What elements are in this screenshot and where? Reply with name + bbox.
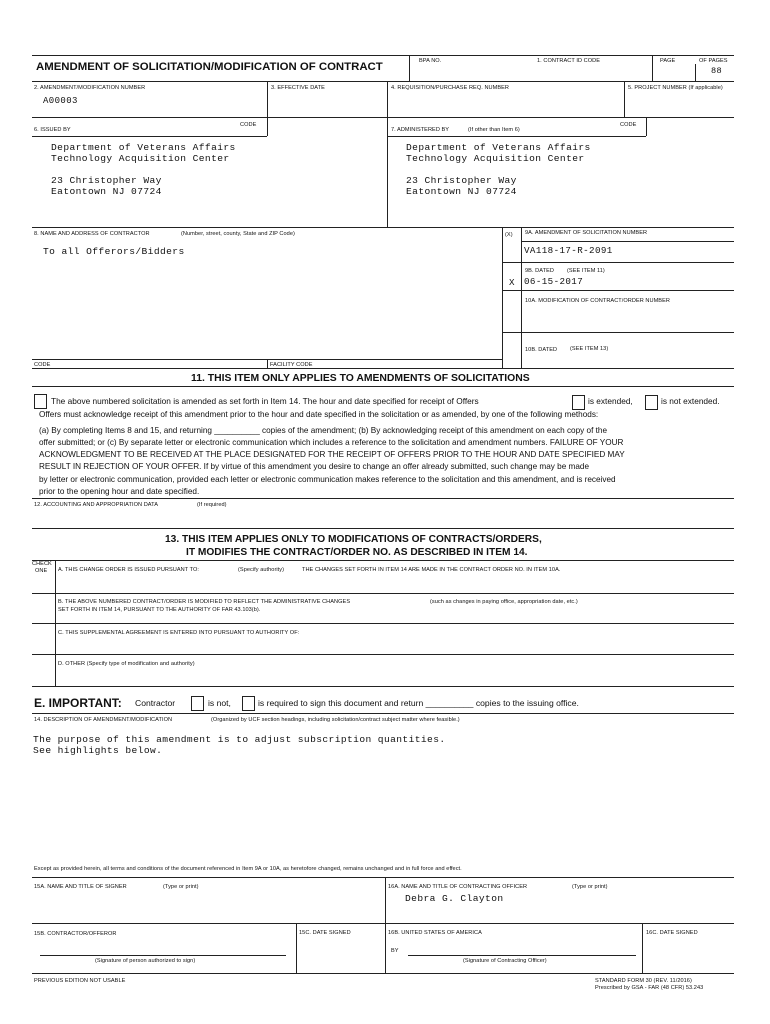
officer-value[interactable]: Debra G. Clayton	[405, 893, 504, 904]
project-number-label: 5. PROJECT NUMBER (If applicable)	[628, 85, 723, 91]
important-contractor: Contractor	[135, 698, 176, 708]
previous-edition-note: PREVIOUS EDITION NOT USABLE	[34, 978, 126, 984]
item-11-line-6: RESULT IN REJECTION OF YOUR OFFER. If by virtue of this amendment you desire to change an offer already submitted, such change may be made	[39, 462, 590, 471]
item-13-heading-1: 13. THIS ITEM APPLIES ONLY TO MODIFICATIONS OF CONTRACTS/ORDERS,	[165, 534, 542, 545]
date-signed-15c-label: 15C. DATE SIGNED	[299, 930, 351, 936]
extended-checkbox[interactable]	[572, 395, 585, 410]
contractor-code-label: CODE	[34, 362, 51, 368]
form-title: AMENDMENT OF SOLICITATION/MODIFICATION OF CONTRACT	[36, 61, 383, 73]
issued-code-label: CODE	[240, 122, 257, 128]
dated-10b-label: 10B. DATED	[525, 347, 558, 353]
contractor-offeror-label: 15B. CONTRACTOR/OFFEROR	[34, 931, 117, 937]
item-11-line-5: ACKNOWLEDGMENT TO BE RECEIVED AT THE PLACE DESIGNATED FOR THE RECEIPT OF OFFERS PRIOR TO THE HOUR AND DATE SPECIFIED MAY	[39, 450, 625, 459]
facility-code-label: FACILITY CODE	[270, 362, 313, 368]
officer-label: 16A. NAME AND TITLE OF CONTRACTING OFFICER	[388, 884, 528, 890]
date-signed-16c-label: 16C. DATE SIGNED	[646, 930, 698, 936]
description-note: (Organized by UCF section headings, including solicitation/contract subject matter where feasible.)	[211, 717, 460, 723]
administered-by-line-2: Technology Acquisition Center	[406, 153, 585, 164]
contract-id-label: 1. CONTRACT ID CODE	[537, 58, 601, 64]
item-13b-label: B. THE ABOVE NUMBERED CONTRACT/ORDER IS MODIFIED TO REFLECT THE ADMINISTRATIVE CHANGES	[58, 599, 351, 605]
item-13b-label-2: SET FORTH IN ITEM 14, PURSUANT TO THE AUTHORITY OF FAR 43.103(b).	[58, 607, 261, 613]
item-11-line-8: prior to the opening hour and date specified.	[39, 487, 200, 496]
officer-note: (Type or print)	[572, 884, 608, 890]
dated-9b-note: (SEE ITEM 11)	[567, 268, 605, 274]
dated-9b-label: 9B. DATED	[525, 268, 554, 274]
issued-by-label: 6. ISSUED BY	[34, 127, 71, 133]
page-label: PAGE	[660, 58, 676, 64]
item-13b-note: (such as changes in paying office, appropriation date, etc.)	[430, 599, 578, 605]
dated-9b-value[interactable]: 06-15-2017	[524, 276, 584, 287]
description-line-2[interactable]: See highlights below.	[33, 745, 163, 756]
administered-by-note: (If other than Item 6)	[468, 127, 520, 133]
item-13a-note: (Specify authority)	[238, 567, 285, 573]
check-one-label-2: ONE	[35, 568, 48, 574]
issued-by-line-4: 23 Christopher Way	[51, 175, 162, 186]
not-extended-checkbox[interactable]	[645, 395, 658, 410]
is-not-checkbox[interactable]	[191, 696, 204, 711]
not-extended-label: is not extended.	[661, 396, 720, 406]
of-pages-value[interactable]: 88	[711, 66, 723, 76]
item-13d-label: D. OTHER (Specify type of modification and authority)	[58, 661, 195, 667]
issued-by-line-2: Technology Acquisition Center	[51, 153, 230, 164]
dated-10b-note: (SEE ITEM 13)	[570, 346, 609, 352]
issued-by-line-1: Department of Veterans Affairs	[51, 142, 236, 153]
requisition-number-label: 4. REQUISITION/PURCHASE REQ. NUMBER	[391, 85, 509, 91]
item-11-acknowledge-checkbox[interactable]	[34, 394, 47, 409]
prescribed-by-label: Prescribed by GSA - FAR (48 CFR) 53.243	[595, 985, 704, 991]
signature-person-caption: (Signature of person authorized to sign)	[95, 958, 196, 964]
contractor-value[interactable]: To all Offerors/Bidders	[43, 246, 185, 257]
item-11-line-2: Offers must acknowledge receipt of this amendment prior to the hour and date specified in the solicitation or as amended, by one of the following methods:	[39, 410, 599, 419]
is-required-checkbox[interactable]	[242, 696, 255, 711]
important-label: E. IMPORTANT:	[34, 696, 122, 710]
contractor-label: 8. NAME AND ADDRESS OF CONTRACTOR	[34, 231, 150, 237]
accounting-data-note: (If required)	[197, 502, 227, 508]
except-text: Except as provided herein, all terms and conditions of the document referenced in Item 9A or 10A, as heretofore changed, remains unchanged and in full force and effect.	[34, 866, 462, 872]
signature-officer-caption: (Signature of Contracting Officer)	[463, 958, 547, 964]
administered-code-label: CODE	[620, 122, 637, 128]
amendment-solicitation-label: 9A. AMENDMENT OF SOLICITATION NUMBER	[525, 230, 648, 236]
x-column-label: (X)	[505, 232, 513, 238]
extended-label: is extended,	[588, 396, 633, 406]
item-13-heading-2: IT MODIFIES THE CONTRACT/ORDER NO. AS DESCRIBED IN ITEM 14.	[186, 547, 528, 558]
effective-date-label: 3. EFFECTIVE DATE	[271, 85, 325, 91]
bpa-label: BPA NO.	[419, 58, 442, 64]
amendment-number-value[interactable]: A00003	[43, 96, 78, 106]
dated-9b-check[interactable]: X	[509, 277, 515, 288]
of-pages-label: OF PAGES	[699, 58, 728, 64]
administered-by-label: 7. ADMINISTERED BY	[391, 127, 450, 133]
item-13c-label: C. THIS SUPPLEMENTAL AGREEMENT IS ENTERED INTO PURSUANT TO AUTHORITY OF:	[58, 630, 300, 636]
modification-number-label: 10A. MODIFICATION OF CONTRACT/ORDER NUMBER	[525, 298, 670, 304]
important-is-not: is not,	[208, 698, 231, 708]
item-11-heading: 11. THIS ITEM ONLY APPLIES TO AMENDMENTS OF SOLICITATIONS	[191, 373, 530, 384]
item-11-line-1: The above numbered solicitation is amended as set forth in Item 14. The hour and date specified for receipt of Offers	[51, 396, 479, 406]
amendment-number-label: 2. AMENDMENT/MODIFICATION NUMBER	[34, 85, 146, 91]
issued-by-line-5: Eatontown NJ 07724	[51, 186, 162, 197]
item-11-line-3: (a) By completing Items 8 and 15, and returning __________ copies of the amendment; (b) By acknowledging receipt of this amendment on each copy of the	[39, 426, 608, 435]
amendment-solicitation-value[interactable]: VA118-17-R-2091	[524, 245, 613, 256]
description-label: 14. DESCRIPTION OF AMENDMENT/MODIFICATION	[34, 717, 173, 723]
by-label: BY	[391, 948, 399, 954]
item-13a-label: A. THIS CHANGE ORDER IS ISSUED PURSUANT TO:	[58, 567, 199, 573]
item-11-line-4: offer submitted; or (c) By separate letter or electronic communication which includes a reference to the solicitation and amendment numbers. FAILURE OF YOUR	[39, 438, 624, 447]
usa-label: 16B. UNITED STATES OF AMERICA	[388, 930, 482, 936]
standard-form-label: STANDARD FORM 30 (REV. 11/2016)	[595, 978, 692, 984]
item-11-line-7: by letter or electronic communication, provided each letter or electronic communication makes reference to the solicitation and this amendment, and is received	[39, 475, 616, 484]
accounting-data-label: 12. ACCOUNTING AND APPROPRIATION DATA	[34, 502, 159, 508]
important-is-required: is required to sign this document and return __________ copies to the issuing office.	[258, 698, 579, 708]
check-one-label-1: CHECK	[32, 561, 52, 567]
signer-label: 15A. NAME AND TITLE OF SIGNER	[34, 884, 127, 890]
signer-note: (Type or print)	[163, 884, 199, 890]
description-line-1[interactable]: The purpose of this amendment is to adjust subscription quantities.	[33, 734, 446, 745]
contractor-note: (Number, street, county, State and ZIP Code)	[181, 231, 295, 237]
administered-by-line-4: 23 Christopher Way	[406, 175, 517, 186]
administered-by-line-1: Department of Veterans Affairs	[406, 142, 591, 153]
item-13a-rest: THE CHANGES SET FORTH IN ITEM 14 ARE MADE IN THE CONTRACT ORDER NO. IN ITEM 10A.	[302, 567, 561, 573]
administered-by-line-5: Eatontown NJ 07724	[406, 186, 517, 197]
